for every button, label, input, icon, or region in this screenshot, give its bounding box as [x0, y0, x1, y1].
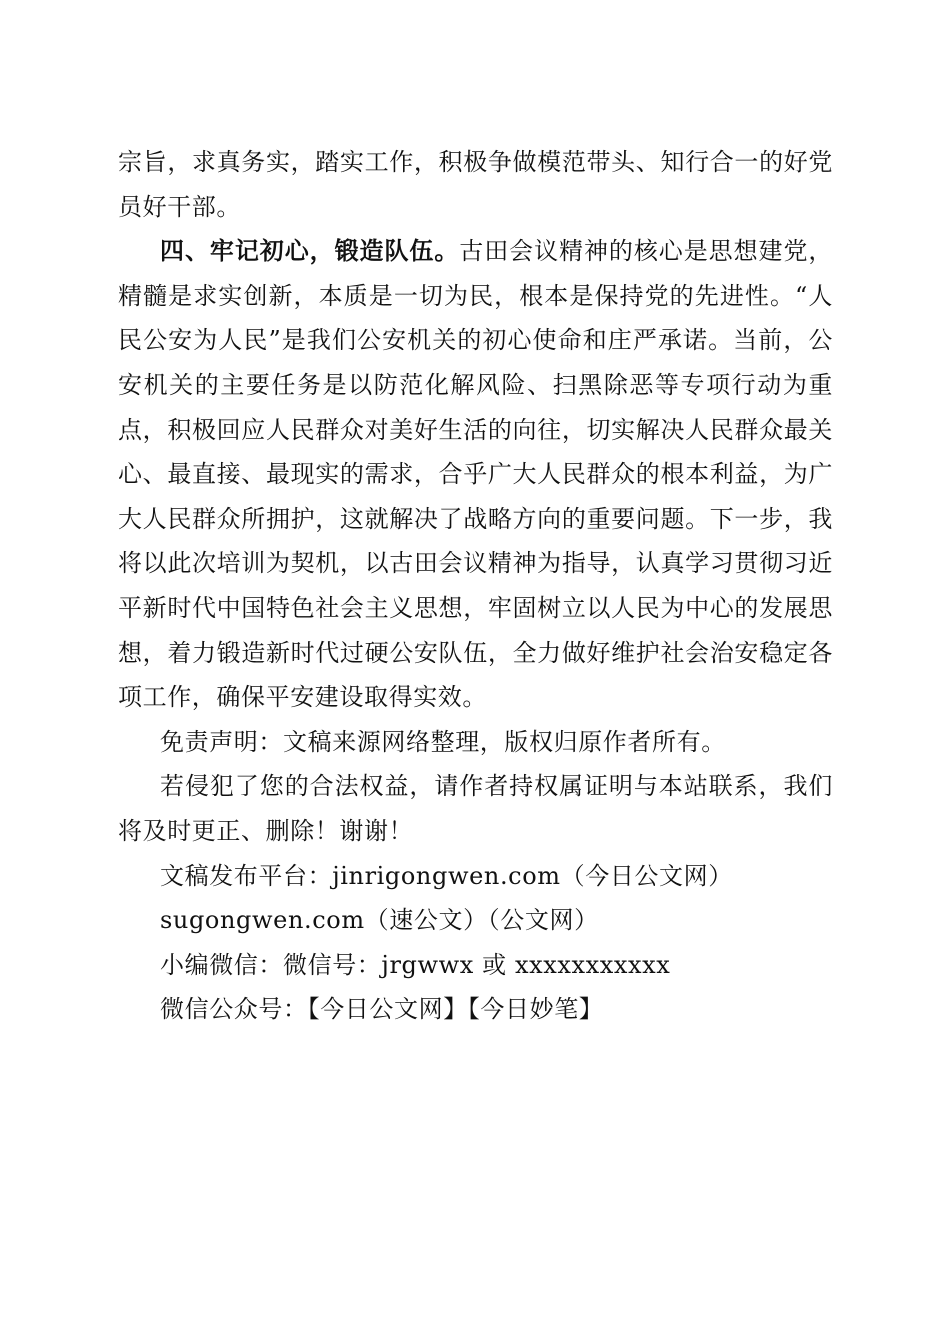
- paragraph-purpose: 宗旨，求真务实，踏实工作，积极争做模范带头、知行合一的好党员好干部。: [118, 148, 833, 221]
- infringement-notice: 若侵犯了您的合法权益，请作者持权属证明与本站联系，我们将及时更正、删除！谢谢！: [118, 772, 833, 845]
- paragraph-section-four: [118, 229, 833, 720]
- editor-wechat-line: 小编微信：微信号：jrgwwx 或 xxxxxxxxxxx: [160, 950, 671, 979]
- disclaimer-line: 免责声明：文稿来源网络整理，版权归原作者所有。: [160, 727, 726, 756]
- public-account-line: 微信公众号：【今日公文网】【今日妙笔】: [160, 995, 604, 1024]
- section-body: 古田会议精神的核心是思想建党，精髓是求实创新，本质是一切为民，根本是保持党的先进性。“人民公安为人民”是我们公安机关的初心使命和庄严承诺。当前，公安机关的主要任务是以防范化解风险、扫黑除恶等专项行动为重点，积极回应人民群众对美好生活的向往，切实解决人民群众最关心、最直接、最现实的需求，合乎广大人民群众的根本利益，为广大人民群众所拥护，这就解决了战略方向的重要问题。下一步，我将以此次培训为契机，以古田会议精神为指导，认真学习贯彻习近平新时代中国特色社会主义思想，牢固树立以人民为中心的发展思想，着力锻造新时代过硬公安队伍，全力做好维护社会治安稳定各项工作，确保平安建设取得实效。: [118, 237, 834, 712]
- document-body: [118, 140, 833, 1032]
- section-heading: 四、牢记初心，锻造队伍。: [160, 237, 460, 266]
- platform-line-2: sugongwen.com（速公文）（公文网）: [160, 906, 599, 935]
- platform-line: 文稿发布平台：jinrigongwen.com（今日公文网）: [160, 861, 733, 890]
